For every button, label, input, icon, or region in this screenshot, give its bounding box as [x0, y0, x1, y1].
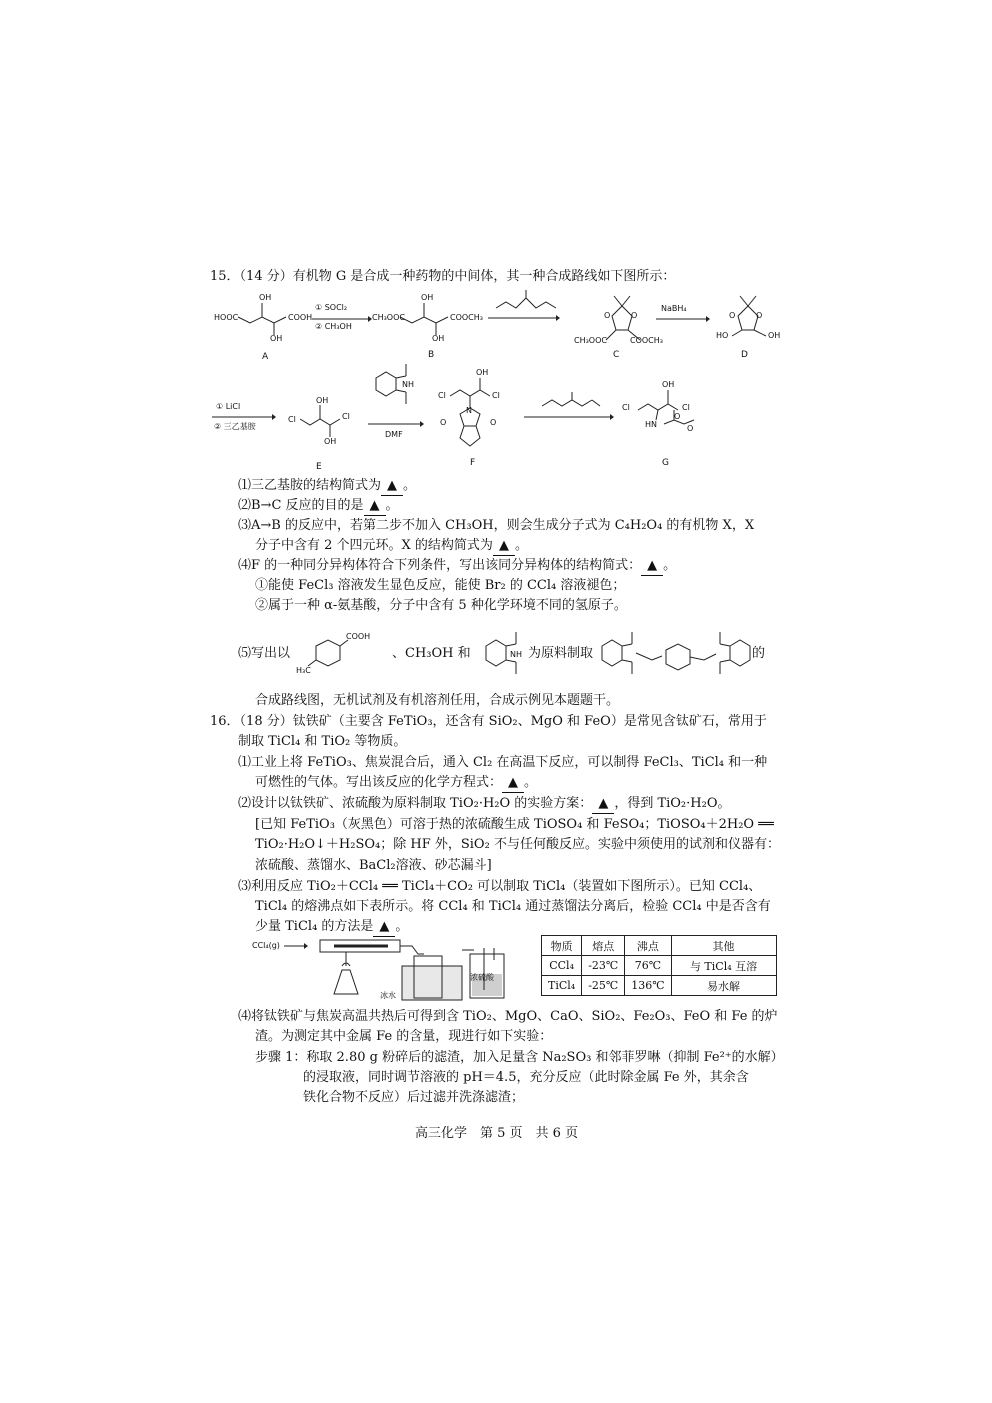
q16-part-2-line3: TiO₂·H₂O↓＋H₂SO₄；除 HF 外，SiO₂ 不与任何酸反应。实验中须使用的试剂和仪器有： [255, 837, 780, 852]
answer-blank[interactable]: ▲ [641, 557, 663, 576]
answer-blank[interactable]: ▲ [502, 774, 524, 793]
page-footer: 高三化学 第 5 页 共 6 页 [415, 1126, 579, 1141]
phthalimide-ring [480, 626, 530, 686]
phthalimide-nh: NH [402, 380, 414, 389]
ccl4-gas-label: CCl₄(g) [252, 941, 280, 950]
q15-part-5-mid: 、CH₃OH 和 [392, 646, 471, 661]
molecule-g-oh: OH [662, 380, 675, 389]
q15-part-4-condition-1: ①能使 FeCl₃ 溶液发生显色反应，能使 Br₂ 的 CCl₄ 溶液褪色； [255, 578, 626, 593]
molecule-e-cl-left: Cl [288, 415, 296, 424]
molecule-f-n: N [466, 406, 472, 415]
q15-part-5-line2: 合成路线图，无机试剂及有机溶剂任用，合成示例见本题题干。 [255, 693, 620, 708]
table-header-row [542, 936, 777, 956]
reaction-arrow-2 [488, 296, 563, 326]
molecule-f-o-left: O [440, 418, 447, 427]
table-header: 熔点 [582, 936, 625, 956]
q16-part-2-line4: 浓硫酸、蒸馏水、BaCl₂溶液、砂芯漏斗] [255, 858, 492, 873]
table-header: 沸点 [625, 936, 671, 956]
q16-part-4-line1: ⑷将钛铁矿与焦炭高温共热后可得到含 TiO₂、MgO、CaO、SiO₂、Fe₂O₃、FeO 和 Fe 的炉 [238, 1009, 778, 1024]
arrow-4-bottom-label: ② 三乙基胺 [214, 422, 256, 431]
molecule-d-right: OH [768, 331, 781, 340]
molecule-b-oh-bottom: OH [432, 334, 445, 343]
table-cell: -25℃ [582, 976, 625, 996]
q16-part-2-line1: ⑵设计以钛铁矿、浓硫酸为原料制取 TiO₂·H₂O 的实验方案： ▲ ，得到 TiO₂·H₂O。 [238, 795, 730, 814]
molecule-d-label: D [741, 350, 748, 360]
table-cell: 与 TiCl₄ 互溶 [671, 956, 776, 976]
molecule-a-left: HOOC [214, 313, 239, 322]
answer-blank[interactable]: ▲ [381, 477, 403, 496]
q16-part-3-line3: 少量 TiCl₄ 的方法是 ▲ 。 [255, 918, 408, 937]
q15-part-5-mid2: 为原料制取 [528, 646, 594, 661]
molecule-a-right: COOH [288, 313, 313, 322]
q16-part-4-line2: 渣。为测定其中金属 Fe 的含量，现进行如下实验： [255, 1029, 553, 1044]
q16-step-1-line3: 铁化合物不反应）后过滤并洗涤滤渣； [303, 1090, 525, 1105]
molecule-f-label: F [470, 458, 476, 468]
q15-part-2: ⑵B→C 反应的目的是 ▲ 。 [238, 497, 399, 516]
toluic-acid-h3c: H₃C [296, 666, 311, 675]
molecule-c-right: COOCH₃ [630, 336, 663, 345]
conc-acid-label: 浓硫酸 [470, 973, 494, 982]
table-cell: TiCl₄ [542, 976, 582, 996]
answer-blank[interactable]: ▲ [373, 918, 395, 937]
molecule-f-skeleton [436, 370, 516, 460]
molecule-g-hn: HN [645, 420, 657, 429]
q15-part-3-line2: 分子中含有 2 个四元环。X 的结构简式为 ▲ 。 [255, 537, 528, 556]
arrow-4-top-label: ① LiCl [216, 402, 241, 411]
molecule-c-left: CH₃OOC [574, 336, 607, 345]
table-cell: CCl₄ [542, 956, 582, 976]
table-cell: 136℃ [625, 976, 671, 996]
q16-step-1-line1: 步骤 1：称取 2.80 g 粉碎后的滤渣，加入足量含 Na₂SO₃ 和邻菲罗啉（抑制 Fe²⁺的水解） [255, 1050, 784, 1065]
reaction-arrow-3 [656, 314, 711, 324]
molecule-g-cl-left: Cl [622, 403, 630, 412]
arrow-3-label: NaBH₄ [661, 304, 687, 313]
molecule-d-left: HO [716, 331, 729, 340]
molecule-b-oh-top: OH [421, 293, 434, 302]
q15-part-5-prefix: ⑸写出以 [238, 646, 291, 661]
table-cell: -23℃ [582, 956, 625, 976]
table-header: 物质 [542, 936, 582, 956]
reaction-arrow-5 [368, 419, 426, 429]
table-row [542, 976, 777, 996]
molecule-b-left: CH₃OOC [372, 313, 405, 322]
q16-step-1-line2: 的浸取液，同时调节溶液的 pH＝4.5，充分反应（此时除金属 Fe 外，其余含 [303, 1070, 749, 1085]
molecule-e-label: E [316, 462, 322, 472]
toluic-acid-cooh: COOH [346, 632, 371, 641]
ice-water-label: 冰水 [380, 991, 396, 1000]
q15-part-3-line1: ⑶A→B 的反应中，若第二步不加入 CH₃OH，则会生成分子式为 C₄H₂O₄ 的有机物 X，X [238, 518, 755, 533]
table-cell: 易水解 [671, 976, 776, 996]
molecule-b-right: COOCH₃ [450, 313, 483, 322]
molecule-c-o-left: O [604, 311, 611, 320]
q16-part-1-line1: ⑴工业上将 FeTiO₃、焦炭混合后，通入 Cl₂ 在高温下反应，可以制得 FeCl₃、TiCl₄ 和一种 [238, 755, 768, 770]
molecule-d-o-left: O [729, 311, 736, 320]
arrow-1-bottom-label: ② CH₃OH [315, 322, 352, 331]
q15-part-4-condition-2: ②属于一种 α-氨基酸，分子中含有 5 种化学环境不同的氢原子。 [255, 598, 627, 613]
q16-part-3-line1: ⑶利用反应 TiO₂＋CCl₄ ══ TiCl₄＋CO₂ 可以制取 TiCl₄（装置如下图所示）。已知 CCl₄、 [238, 879, 762, 894]
arrow-5-label: DMF [385, 430, 403, 439]
molecule-g-o-right: O [687, 424, 694, 433]
phthalimide-nh-label: NH [510, 650, 522, 659]
molecule-f-cl-left: Cl [438, 391, 446, 400]
q16-part-1-line2: 可燃性的气体。写出该反应的化学方程式： ▲ 。 [255, 774, 537, 793]
molecule-e-cl-right: Cl [342, 412, 350, 421]
q16-title-line1: 16．（18 分）钛铁矿（主要含 FeTiO₃，还含有 SiO₂、MgO 和 FeO）是常见含钛矿石，常用于 [210, 714, 767, 729]
answer-blank[interactable]: ▲ [493, 537, 515, 556]
molecule-c-o-right: O [631, 311, 638, 320]
molecule-g-label: G [662, 458, 669, 468]
table-row [542, 956, 777, 976]
answer-blank[interactable]: ▲ [364, 497, 386, 516]
q15-title: 15．（14 分）有机物 G 是合成一种药物的中间体，其一种合成路线如下图所示： [210, 269, 676, 284]
reaction-arrow-6 [524, 412, 616, 422]
molecule-f-oh: OH [476, 368, 489, 377]
molecule-d-o-right: O [756, 311, 763, 320]
q15-part-1: ⑴三乙基胺的结构简式为 ▲ 。 [238, 477, 416, 496]
table-header: 其他 [671, 936, 776, 956]
q15-part-5-suffix: 的 [752, 646, 766, 661]
molecule-f-cl-right: Cl [492, 391, 500, 400]
molecule-g-skeleton [628, 380, 718, 450]
molecule-e-oh-top: OH [316, 396, 329, 405]
molecule-g-cl-right: Cl [682, 403, 690, 412]
molecule-e-oh-bottom: OH [324, 437, 337, 446]
molecule-b-label: B [428, 350, 435, 360]
molecule-c-label: C [613, 350, 620, 360]
q16-title-line2: 制取 TiCl₄ 和 TiO₂ 等物质。 [238, 734, 407, 749]
arrow-1-top-label: ① SOCl₂ [315, 303, 348, 312]
molecule-a-oh-bottom: OH [270, 334, 283, 343]
molecule-g-o-top: O [674, 412, 681, 421]
table-cell: 76℃ [625, 956, 671, 976]
apparatus-drawing [284, 940, 544, 1000]
q16-part-2-line2: [已知 FeTiO₃（灰黑色）可溶于热的浓硫酸生成 TiOSO₄ 和 FeSO₄；TiOSO₄＋2H₂O ══ [255, 817, 774, 832]
bis-phthalimide-product [596, 626, 766, 686]
molecule-a-oh-top: OH [259, 293, 272, 302]
molecule-a-label: A [262, 352, 269, 362]
q15-part-4-line1: ⑷F 的一种同分异构体符合下列条件，写出该同分异构体的结构简式： ▲ 。 [238, 557, 676, 576]
answer-blank[interactable]: ▲ [592, 795, 614, 814]
molecule-f-o-right: O [490, 418, 497, 427]
property-table [541, 935, 777, 996]
q16-part-3-line2: TiCl₄ 的熔沸点如下表所示。将 CCl₄ 和 TiCl₄ 通过蒸馏法分离后，检验 CCl₄ 中是否含有 [255, 899, 771, 914]
